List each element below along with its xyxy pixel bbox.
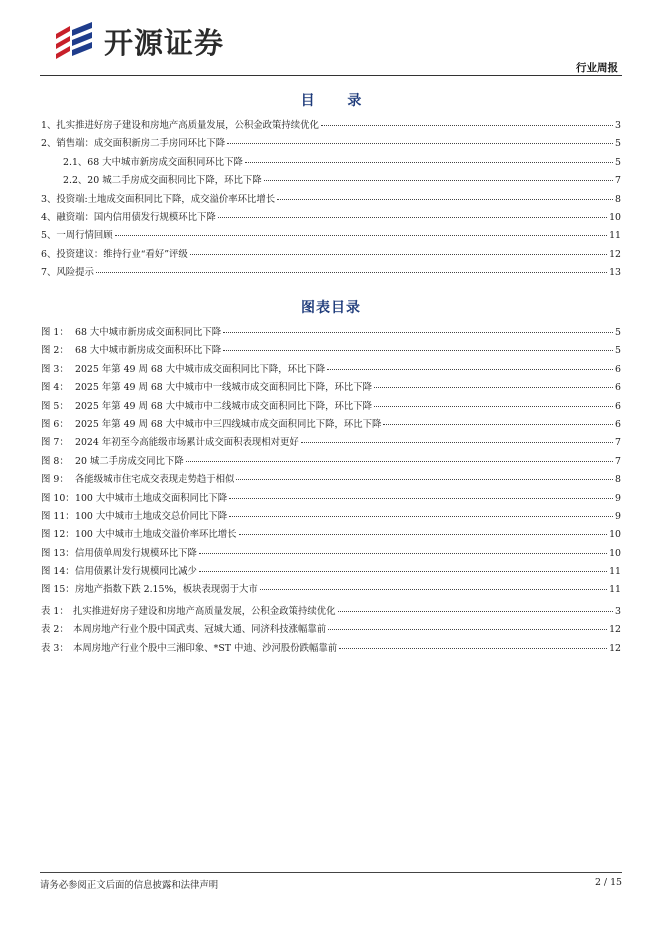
entry-text: 68 大中城市新房成交面积同比下降 (75, 327, 222, 338)
toc-entry[interactable] (41, 154, 621, 172)
figure-entry[interactable] (41, 490, 621, 508)
entry-page-number: 13 (609, 267, 621, 279)
entry-label (41, 621, 326, 639)
entry-page-number: 10 (609, 211, 621, 223)
entry-label (41, 545, 197, 563)
entry-text: 2025 年第 49 周 68 大中城市中一线城市成交面积同比下降，环比下降 (75, 382, 372, 394)
entry-label (41, 342, 221, 360)
entry-label (41, 227, 113, 245)
entry-text: 2025 年第 49 周 68 大中城市中二线城市成交面积同比下降，环比下降 (75, 400, 372, 412)
entry-page-number: 9 (615, 510, 621, 522)
figure-entry[interactable] (41, 508, 621, 526)
figure-entry[interactable] (41, 581, 621, 599)
entry-label (41, 398, 372, 416)
figure-entry[interactable] (41, 416, 621, 434)
entry-number: 图 1： (41, 327, 69, 338)
toc-entry[interactable] (41, 209, 621, 227)
entry-text: 2025 年第 49 周 68 大中城市中三四线城市成交面积同比下降，环比下降 (75, 418, 382, 430)
entry-page-number: 9 (615, 492, 621, 504)
table-entry[interactable] (41, 640, 621, 658)
entry-label (41, 191, 275, 209)
figure-entry[interactable] (41, 471, 621, 489)
dot-leader (229, 516, 613, 517)
disclaimer-note: 请务必参阅正文后面的信息披露和法律声明 (40, 880, 219, 891)
dot-leader (223, 350, 613, 351)
toc-entry[interactable] (41, 117, 621, 135)
entry-number: 表 1： (41, 606, 69, 617)
dot-leader (223, 332, 613, 333)
entry-page-number: 6 (615, 400, 621, 412)
figure-entry[interactable] (41, 563, 621, 581)
entry-text: 本周房地产行业个股中三湘印象、*ST 中迪、沙河股份跌幅靠前 (73, 642, 338, 654)
entry-page-number: 5 (615, 156, 621, 168)
entry-text: 2.1、68 大中城市新房成交面积同环比下降 (63, 156, 243, 168)
dot-leader (245, 162, 613, 163)
entry-page-number: 5 (615, 345, 621, 357)
entry-page-number: 12 (609, 642, 621, 654)
entry-label (41, 379, 372, 397)
entry-number: 图 12： (41, 529, 75, 541)
entry-label (41, 603, 336, 621)
dot-leader (328, 629, 607, 630)
entry-number: 图 6： (41, 418, 69, 430)
page-header (40, 14, 622, 76)
entry-label (41, 324, 221, 342)
entry-number: 图 11： (41, 510, 75, 522)
entry-number: 表 3： (41, 642, 69, 654)
entry-page-number: 5 (615, 327, 621, 338)
entry-number: 图 14： (41, 566, 75, 578)
figure-entry[interactable] (41, 398, 621, 416)
figure-entry[interactable] (41, 434, 621, 452)
dot-leader (264, 180, 613, 181)
entry-label (41, 581, 258, 599)
toc-entry[interactable] (41, 191, 621, 209)
dot-leader (96, 272, 607, 273)
entry-page-number: 12 (609, 624, 621, 636)
entry-page-number: 6 (615, 363, 621, 375)
entry-label (41, 434, 299, 452)
toc-entry[interactable] (41, 227, 621, 245)
entry-text: 2、销售端：成交面积新房二手房同环比下降 (41, 138, 226, 150)
company-logo (52, 20, 302, 60)
table-entry[interactable] (41, 603, 621, 621)
company-name: 开源证券 (104, 26, 225, 60)
entry-text: 扎实推进好房子建设和房地产高质量发展，公积金政策持续优化 (73, 606, 336, 617)
entry-text: 6、投资建议：维持行业“看好”评级 (41, 248, 188, 260)
entry-label (41, 264, 94, 282)
entry-label (41, 490, 227, 508)
entry-text: 5、一周行情回顾 (41, 230, 113, 242)
entry-number: 图 7： (41, 437, 69, 449)
toc-title: 目 录 (300, 93, 376, 109)
dot-leader (374, 387, 613, 388)
entry-page-number: 11 (609, 584, 621, 596)
dot-leader (239, 534, 608, 535)
entry-text: 信用债单周发行规模环比下降 (75, 547, 197, 559)
dot-leader (383, 424, 613, 425)
table-list (41, 603, 621, 658)
entry-text: 20 城二手房成交同比下降 (75, 455, 184, 467)
entry-label (41, 361, 325, 379)
entry-page-number: 11 (609, 566, 621, 578)
entry-page-number: 6 (615, 418, 621, 430)
dot-leader (190, 254, 607, 255)
entry-page-number: 11 (609, 230, 621, 242)
dot-leader (236, 479, 613, 480)
figure-entry[interactable] (41, 526, 621, 544)
dot-leader (199, 571, 607, 572)
entry-label (63, 172, 262, 190)
page-number: 2 / 15 (594, 877, 622, 888)
entry-label (41, 508, 227, 526)
entry-text: 2.2、20 城二手房成交面积同比下降，环比下降 (63, 175, 262, 187)
entry-number: 图 9： (41, 474, 69, 486)
table-entry[interactable] (41, 621, 621, 639)
entry-page-number: 3 (615, 120, 621, 131)
dot-leader (260, 589, 607, 590)
entry-page-number: 6 (615, 382, 621, 394)
entry-number: 表 2： (41, 624, 69, 636)
entry-number: 图 8： (41, 455, 69, 467)
entry-text: 信用债累计发行规模同比减少 (75, 566, 197, 578)
entry-label (41, 563, 197, 581)
figure-entry[interactable] (41, 361, 621, 379)
entry-text: 100 大中城市土地成交溢价率环比增长 (75, 529, 237, 541)
figure-entry[interactable] (41, 342, 621, 360)
toc-entry[interactable] (41, 246, 621, 264)
entry-page-number: 8 (615, 474, 621, 486)
dot-leader (321, 125, 613, 126)
entry-page-number: 8 (615, 193, 621, 205)
entry-text: 4、融资端：国内信用债发行规模环比下降 (41, 211, 216, 223)
figure-entry[interactable] (41, 379, 621, 397)
figure-entry[interactable] (41, 453, 621, 471)
entry-text: 2025 年第 49 周 68 大中城市成交面积同比下降，环比下降 (75, 363, 326, 375)
page-footer (40, 872, 622, 902)
entry-label (41, 117, 319, 135)
figure-entry[interactable] (41, 545, 621, 563)
report-type-label: 行业周报 (576, 62, 618, 74)
dot-leader (186, 461, 613, 462)
dot-leader (374, 406, 613, 407)
entry-page-number: 12 (609, 248, 621, 260)
entry-number: 图 4： (41, 382, 69, 394)
entry-label (63, 154, 243, 172)
figure-list (41, 324, 621, 600)
entry-number: 图 13： (41, 547, 75, 559)
entry-number: 图 10： (41, 492, 75, 504)
entry-label (41, 471, 234, 489)
entry-number: 图 3： (41, 363, 69, 375)
figure-entry[interactable] (41, 324, 621, 342)
entry-text: 1、扎实推进好房子建设和房地产高质量发展，公积金政策持续优化 (41, 120, 319, 131)
entry-number: 图 15： (41, 584, 75, 596)
entry-label (41, 526, 237, 544)
entry-page-number: 7 (615, 175, 621, 187)
dot-leader (338, 611, 614, 612)
toc-entry[interactable] (41, 135, 621, 153)
entry-page-number: 3 (615, 606, 621, 617)
entry-text: 3、投资端:土地成交面积同比下降，成交溢价率环比增长 (41, 193, 276, 205)
entry-text: 各能级城市住宅成交表现走势趋于相似 (75, 474, 235, 486)
toc-entry[interactable] (41, 264, 621, 282)
entry-page-number: 7 (615, 455, 621, 467)
entry-label (41, 246, 188, 264)
entry-page-number: 10 (609, 529, 621, 541)
entry-label (41, 209, 216, 227)
entry-text: 100 大中城市土地成交面积同比下降 (75, 492, 228, 504)
entry-text: 2024 年初至今高能级市场累计成交面积表现相对更好 (75, 437, 299, 449)
entry-label (41, 640, 337, 658)
toc-list (41, 117, 621, 283)
entry-label (41, 135, 225, 153)
entry-label (41, 453, 184, 471)
entry-page-number: 7 (615, 437, 621, 449)
entry-number: 图 2： (41, 345, 69, 357)
figure-list-title: 图表目录 (301, 300, 361, 316)
toc-entry[interactable] (41, 172, 621, 190)
entry-text: 100 大中城市土地成交总价同比下降 (75, 510, 228, 522)
dot-leader (227, 143, 613, 144)
dot-leader (327, 369, 613, 370)
entry-page-number: 10 (609, 547, 621, 559)
dot-leader (339, 648, 607, 649)
dot-leader (229, 498, 613, 499)
entry-label (41, 416, 381, 434)
dot-leader (301, 442, 613, 443)
entry-number: 图 5： (41, 400, 69, 412)
dot-leader (218, 217, 607, 218)
entry-text: 本周房地产行业个股中国武夷、冠城大通、同济科技涨幅靠前 (73, 624, 327, 636)
entry-text: 7、风险提示 (41, 267, 94, 279)
dot-leader (199, 553, 607, 554)
header-divider (40, 75, 622, 76)
entry-text: 68 大中城市新房成交面积环比下降 (75, 345, 222, 357)
footer-divider (40, 872, 622, 873)
dot-leader (277, 199, 613, 200)
dot-leader (115, 235, 607, 236)
logo-mark-icon (52, 20, 98, 60)
entry-page-number: 5 (615, 138, 621, 150)
entry-text: 房地产指数下跌 2.15%，板块表现弱于大市 (75, 584, 258, 596)
